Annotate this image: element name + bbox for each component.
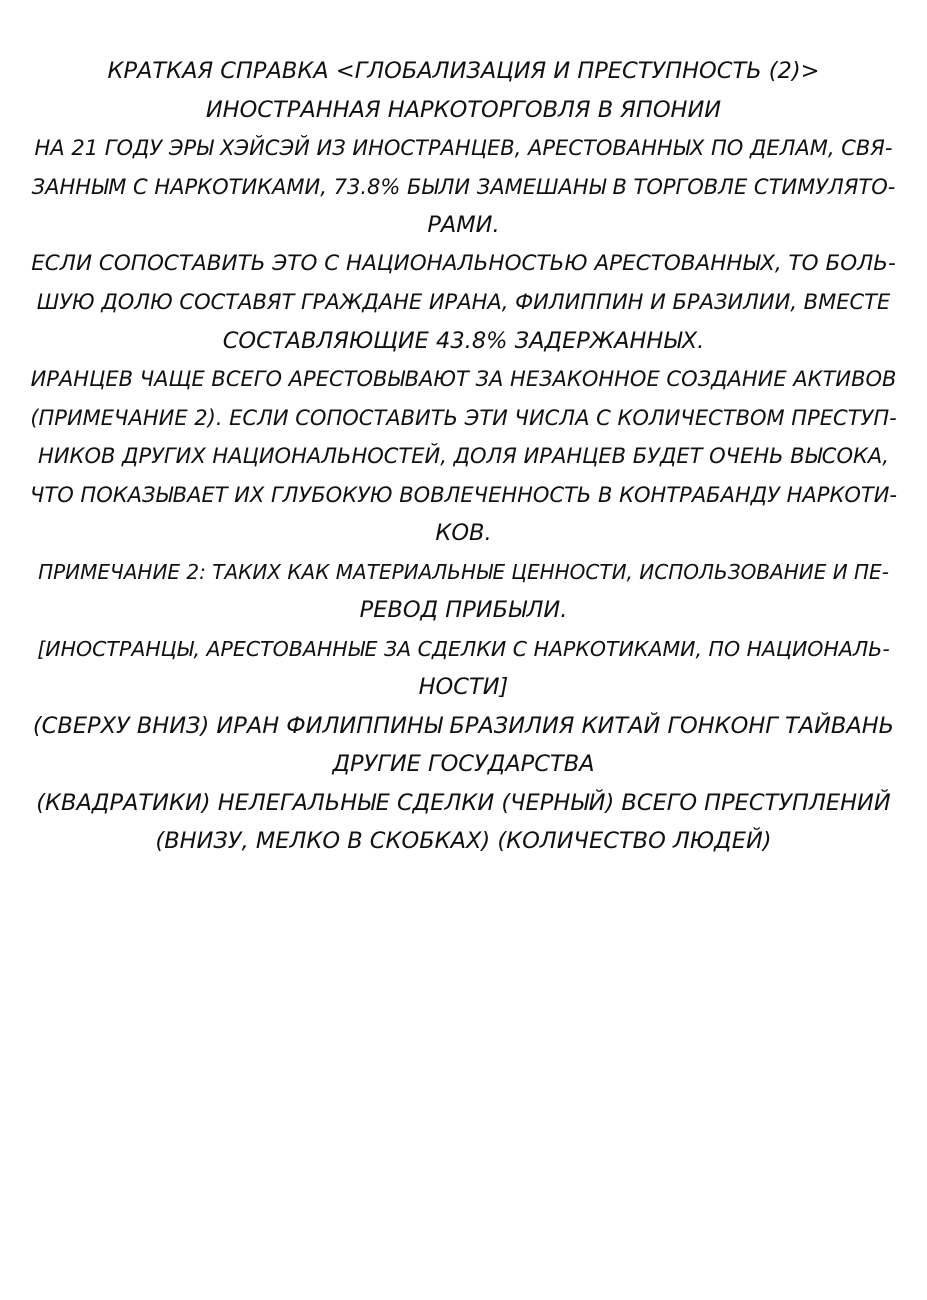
text-line: ЕСЛИ СОПОСТАВИТЬ ЭТО С НАЦИОНАЛЬНОСТЬЮ АРЕСТОВАННЫХ, ТО БОЛЬ- xyxy=(31,250,896,276)
chart-legend-line: ДРУГИЕ ГОСУДАРСТВА xyxy=(332,751,595,777)
text-line: ЗАННЫМ С НАРКОТИКАМИ, 73.8% БЫЛИ ЗАМЕШАНЫ В ТОРГОВЛЕ СТИМУЛЯТО- xyxy=(31,174,896,199)
chart-legend-line: (ВНИЗУ, МЕЛКО В СКОБКАХ) (КОЛИЧЕСТВО ЛЮДЕЙ) xyxy=(155,828,772,854)
text-line: РАМИ. xyxy=(427,212,500,238)
text-line: НА 21 ГОДУ ЭРЫ ХЭЙСЭЙ ИЗ ИНОСТРАНЦЕВ, АРЕСТОВАННЫХ ПО ДЕЛАМ, СВЯ- xyxy=(34,136,893,160)
text-line: НИКОВ ДРУГИХ НАЦИОНАЛЬНОСТЕЙ, ДОЛЯ ИРАНЦЕВ БУДЕТ ОЧЕНЬ ВЫСОКА, xyxy=(38,444,889,468)
translation-note-text xyxy=(30,52,897,861)
text-line: ИРАНЦЕВ ЧАЩЕ ВСЕГО АРЕСТОВЫВАЮТ ЗА НЕЗАКОННОЕ СОЗДАНИЕ АКТИВОВ xyxy=(30,367,897,391)
chart-legend-line: (КВАДРАТИКИ) НЕЛЕГАЛЬНЫЕ СДЕЛКИ (ЧЕРНЫЙ) ВСЕГО ПРЕСТУПЛЕНИЙ xyxy=(36,789,891,816)
chart-title-line: [ИНОСТРАНЦЫ, АРЕСТОВАННЫЕ ЗА СДЕЛКИ С НАРКОТИКАМИ, ПО НАЦИОНАЛЬ- xyxy=(37,636,890,661)
text-line: СОСТАВЛЯЮЩИЕ 43.8% ЗАДЕРЖАННЫХ. xyxy=(222,327,705,354)
chart-title-line: НОСТИ] xyxy=(418,674,509,700)
subtitle-line: ИНОСТРАННАЯ НАРКОТОРГОВЛЯ В ЯПОНИИ xyxy=(205,96,722,123)
footnote-line: ПРИМЕЧАНИЕ 2: ТАКИХ КАК МАТЕРИАЛЬНЫЕ ЦЕННОСТИ, ИСПОЛЬЗОВАНИЕ И ПЕ- xyxy=(38,559,889,584)
footnote-line: РЕВОД ПРИБЫЛИ. xyxy=(359,597,568,623)
text-line: ЧТО ПОКАЗЫВАЕТ ИХ ГЛУБОКУЮ ВОВЛЕЧЕННОСТЬ В КОНТРАБАНДУ НАРКОТИ- xyxy=(30,482,897,507)
chart-legend-line: (СВЕРХУ ВНИЗ) ИРАН ФИЛИППИНЫ БРАЗИЛИЯ КИТАЙ ГОНКОНГ ТАЙВАНЬ xyxy=(32,712,895,739)
text-line: (ПРИМЕЧАНИЕ 2). ЕСЛИ СОПОСТАВИТЬ ЭТИ ЧИСЛА С КОЛИЧЕСТВОМ ПРЕСТУП- xyxy=(30,405,897,430)
title-line: КРАТКАЯ СПРАВКА <ГЛОБАЛИЗАЦИЯ И ПРЕСТУПНОСТЬ (2)> xyxy=(107,58,820,84)
text-line: ШУЮ ДОЛЮ СОСТАВЯТ ГРАЖДАНЕ ИРАНА, ФИЛИППИН И БРАЗИЛИИ, ВМЕСТЕ xyxy=(36,290,891,314)
text-line: КОВ. xyxy=(435,520,492,546)
